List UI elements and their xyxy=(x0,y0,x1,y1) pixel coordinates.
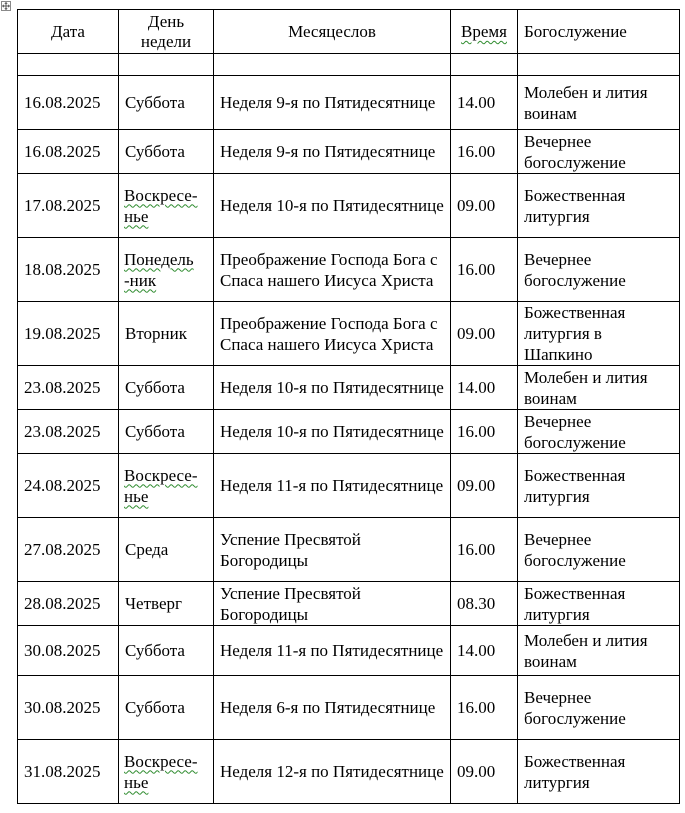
cell-date: 18.08.2025 xyxy=(18,238,119,302)
cell-service: Вечернее богослужение xyxy=(518,518,680,582)
cell-weekday: Суббота xyxy=(119,410,214,454)
cell-service: Молебен и лития воинам xyxy=(518,76,680,130)
cell-time: 14.00 xyxy=(451,76,518,130)
empty-row xyxy=(18,54,680,76)
cell-weekday: Четверг xyxy=(119,582,214,626)
cell-time: 14.00 xyxy=(451,626,518,676)
cell-time: 09.00 xyxy=(451,454,518,518)
cell-service: Молебен и лития воинам xyxy=(518,366,680,410)
cell-time: 09.00 xyxy=(451,302,518,366)
cell-time: 09.00 xyxy=(451,174,518,238)
cell-time: 16.00 xyxy=(451,130,518,174)
header-weekday: День недели xyxy=(119,10,214,54)
header-row xyxy=(18,10,680,54)
cell-service: Божественная литургия xyxy=(518,174,680,238)
cell-date: 23.08.2025 xyxy=(18,410,119,454)
table-row xyxy=(18,238,680,302)
cell-service: Вечернее богослужение xyxy=(518,410,680,454)
cell-weekday: Воскресе- нье xyxy=(119,454,214,518)
header-calendar: Месяцеслов xyxy=(214,10,451,54)
cell-service: Божественная литургия xyxy=(518,454,680,518)
cell-weekday: Воскресе- нье xyxy=(119,174,214,238)
table-row xyxy=(18,410,680,454)
cell-weekday: Суббота xyxy=(119,366,214,410)
cell-time: 16.00 xyxy=(451,518,518,582)
cell-service: Божественная литургия в Шапкино xyxy=(518,302,680,366)
cell-date: 30.08.2025 xyxy=(18,676,119,740)
cell-service: Вечернее богослужение xyxy=(518,238,680,302)
table-move-handle-icon[interactable] xyxy=(1,1,11,11)
cell-date: 16.08.2025 xyxy=(18,130,119,174)
cell-date: 28.08.2025 xyxy=(18,582,119,626)
header-service: Богослужение xyxy=(518,10,680,54)
cell-time: 14.00 xyxy=(451,366,518,410)
cell-weekday: Понедель -ник xyxy=(119,238,214,302)
cell-date: 24.08.2025 xyxy=(18,454,119,518)
cell-calendar: Успение Пресвятой Богородицы xyxy=(214,582,451,626)
cell-service: Божественная литургия xyxy=(518,582,680,626)
table-row xyxy=(18,582,680,626)
cell-time: 08.30 xyxy=(451,582,518,626)
cell-calendar: Неделя 9-я по Пятидесятнице xyxy=(214,76,451,130)
cell-weekday: Суббота xyxy=(119,676,214,740)
table-row xyxy=(18,626,680,676)
table-row xyxy=(18,366,680,410)
cell-date: 27.08.2025 xyxy=(18,518,119,582)
cell-date: 19.08.2025 xyxy=(18,302,119,366)
cell-service: Молебен и лития воинам xyxy=(518,626,680,676)
table-row xyxy=(18,740,680,804)
cell-calendar: Неделя 6-я по Пятидесятнице xyxy=(214,676,451,740)
cell-calendar: Успение Пресвятой Богородицы xyxy=(214,518,451,582)
cell-calendar: Неделя 9-я по Пятидесятнице xyxy=(214,130,451,174)
cell-service: Божественная литургия xyxy=(518,740,680,804)
cell-service: Вечернее богослужение xyxy=(518,676,680,740)
cell-time: 09.00 xyxy=(451,740,518,804)
cell-calendar: Преображение Господа Бога с Спаса нашего Иисуса Христа xyxy=(214,238,451,302)
cell-time: 16.00 xyxy=(451,676,518,740)
cell-date: 16.08.2025 xyxy=(18,76,119,130)
cell-weekday: Суббота xyxy=(119,626,214,676)
cell-date: 17.08.2025 xyxy=(18,174,119,238)
cell-service: Вечернее богослужение xyxy=(518,130,680,174)
cell-calendar: Неделя 10-я по Пятидесятнице xyxy=(214,410,451,454)
cell-weekday: Воскресе- нье xyxy=(119,740,214,804)
cell-weekday: Суббота xyxy=(119,130,214,174)
table-row xyxy=(18,76,680,130)
table-row xyxy=(18,302,680,366)
cell-weekday: Вторник xyxy=(119,302,214,366)
table-row xyxy=(18,174,680,238)
cell-time: 16.00 xyxy=(451,238,518,302)
table-row xyxy=(18,676,680,740)
header-date: Дата xyxy=(18,10,119,54)
header-time: Время xyxy=(451,10,518,54)
cell-calendar: Преображение Господа Бога с Спаса нашего Иисуса Христа xyxy=(214,302,451,366)
cell-calendar: Неделя 10-я по Пятидесятнице xyxy=(214,174,451,238)
cell-calendar: Неделя 12-я по Пятидесятнице xyxy=(214,740,451,804)
cell-time: 16.00 xyxy=(451,410,518,454)
cell-date: 31.08.2025 xyxy=(18,740,119,804)
cell-calendar: Неделя 10-я по Пятидесятнице xyxy=(214,366,451,410)
table-row xyxy=(18,454,680,518)
cell-calendar: Неделя 11-я по Пятидесятнице xyxy=(214,454,451,518)
cell-calendar: Неделя 11-я по Пятидесятнице xyxy=(214,626,451,676)
schedule-table xyxy=(17,9,680,804)
cell-date: 23.08.2025 xyxy=(18,366,119,410)
cell-date: 30.08.2025 xyxy=(18,626,119,676)
cell-weekday: Суббота xyxy=(119,76,214,130)
table-row xyxy=(18,130,680,174)
cell-weekday: Среда xyxy=(119,518,214,582)
table-row xyxy=(18,518,680,582)
